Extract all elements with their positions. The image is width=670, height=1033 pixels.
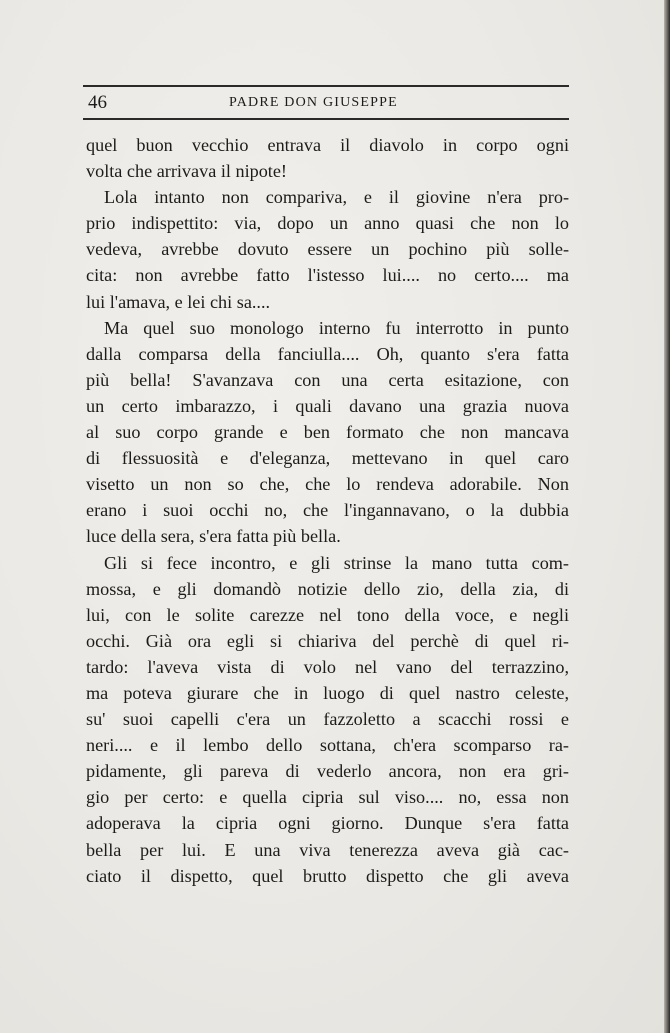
text-line: al suo corpo grande e ben formato che non mancava [86, 422, 569, 443]
text-line: Gli si fece incontro, e gli strinse la mano tutta com- [104, 552, 569, 573]
text-line: gio per certo: e quella cipria sul viso.... no, essa non [86, 787, 569, 808]
text-line: ma poteva giurare che in luogo di quel nastro celeste, [86, 682, 569, 703]
body-text [86, 132, 569, 889]
text-line: lui l'amava, e lei chi sa.... [86, 291, 271, 312]
text-line: neri.... e il lembo dello sottana, ch'era scomparso ra- [86, 735, 569, 756]
book-spine-shadow [664, 0, 670, 1033]
text-line: adoperava la cipria ogni giorno. Dunque s'era fatta [86, 813, 569, 834]
text-line: pidamente, gli pareva di vederlo ancora, non era gri- [86, 761, 569, 782]
text-line: vedeva, avrebbe dovuto essere un pochino più solle- [86, 239, 569, 260]
header-rule-bottom [83, 118, 569, 120]
text-line: prio indispettito: via, dopo un anno quasi che non lo [86, 213, 569, 234]
text-line: erano i suoi occhi no, che l'ingannavano, o la dubbia [86, 500, 569, 521]
text-line: su' suoi capelli c'era un fazzoletto a scacchi rossi e [86, 709, 569, 730]
page-number: 46 [88, 92, 107, 113]
text-line: mossa, e gli domandò notizie dello zio, della zia, di [86, 578, 569, 599]
text-line: Ma quel suo monologo interno fu interrotto in punto [104, 317, 569, 338]
text-line: occhi. Già ora egli si chiariva del perchè di quel ri- [86, 630, 569, 651]
text-line: dalla comparsa della fanciulla.... Oh, quanto s'era fatta [86, 343, 569, 364]
text-line: luce della sera, s'era fatta più bella. [86, 526, 341, 547]
text-line: lui, con le solite carezze nel tono della voce, e negli [86, 604, 569, 625]
text-line: più bella! S'avanzava con una certa esitazione, con [86, 369, 569, 390]
text-line: Lola intanto non compariva, e il giovine n'era pro- [104, 187, 569, 208]
text-line: visetto un non so che, che lo rendeva adorabile. Non [86, 474, 569, 495]
text-line: volta che arrivava il nipote! [86, 161, 287, 182]
text-line: un certo imbarazzo, i quali davano una grazia nuova [86, 395, 569, 416]
text-line: tardo: l'aveva vista di volo nel vano del terrazzino, [86, 656, 569, 677]
header-rule-top [83, 85, 569, 87]
text-line: quel buon vecchio entrava il diavolo in corpo ogni [86, 135, 569, 155]
text-line: bella per lui. E una viva tenerezza aveva già cac- [86, 839, 569, 860]
running-title: PADRE DON GIUSEPPE [229, 95, 398, 110]
text-line: ciato il dispetto, quel brutto dispetto che gli aveva [86, 865, 569, 886]
text-line: di flessuosità e d'eleganza, mettevano in quel caro [86, 448, 569, 469]
text-line: cita: non avrebbe fatto l'istesso lui.... no certo.... ma [86, 265, 569, 286]
